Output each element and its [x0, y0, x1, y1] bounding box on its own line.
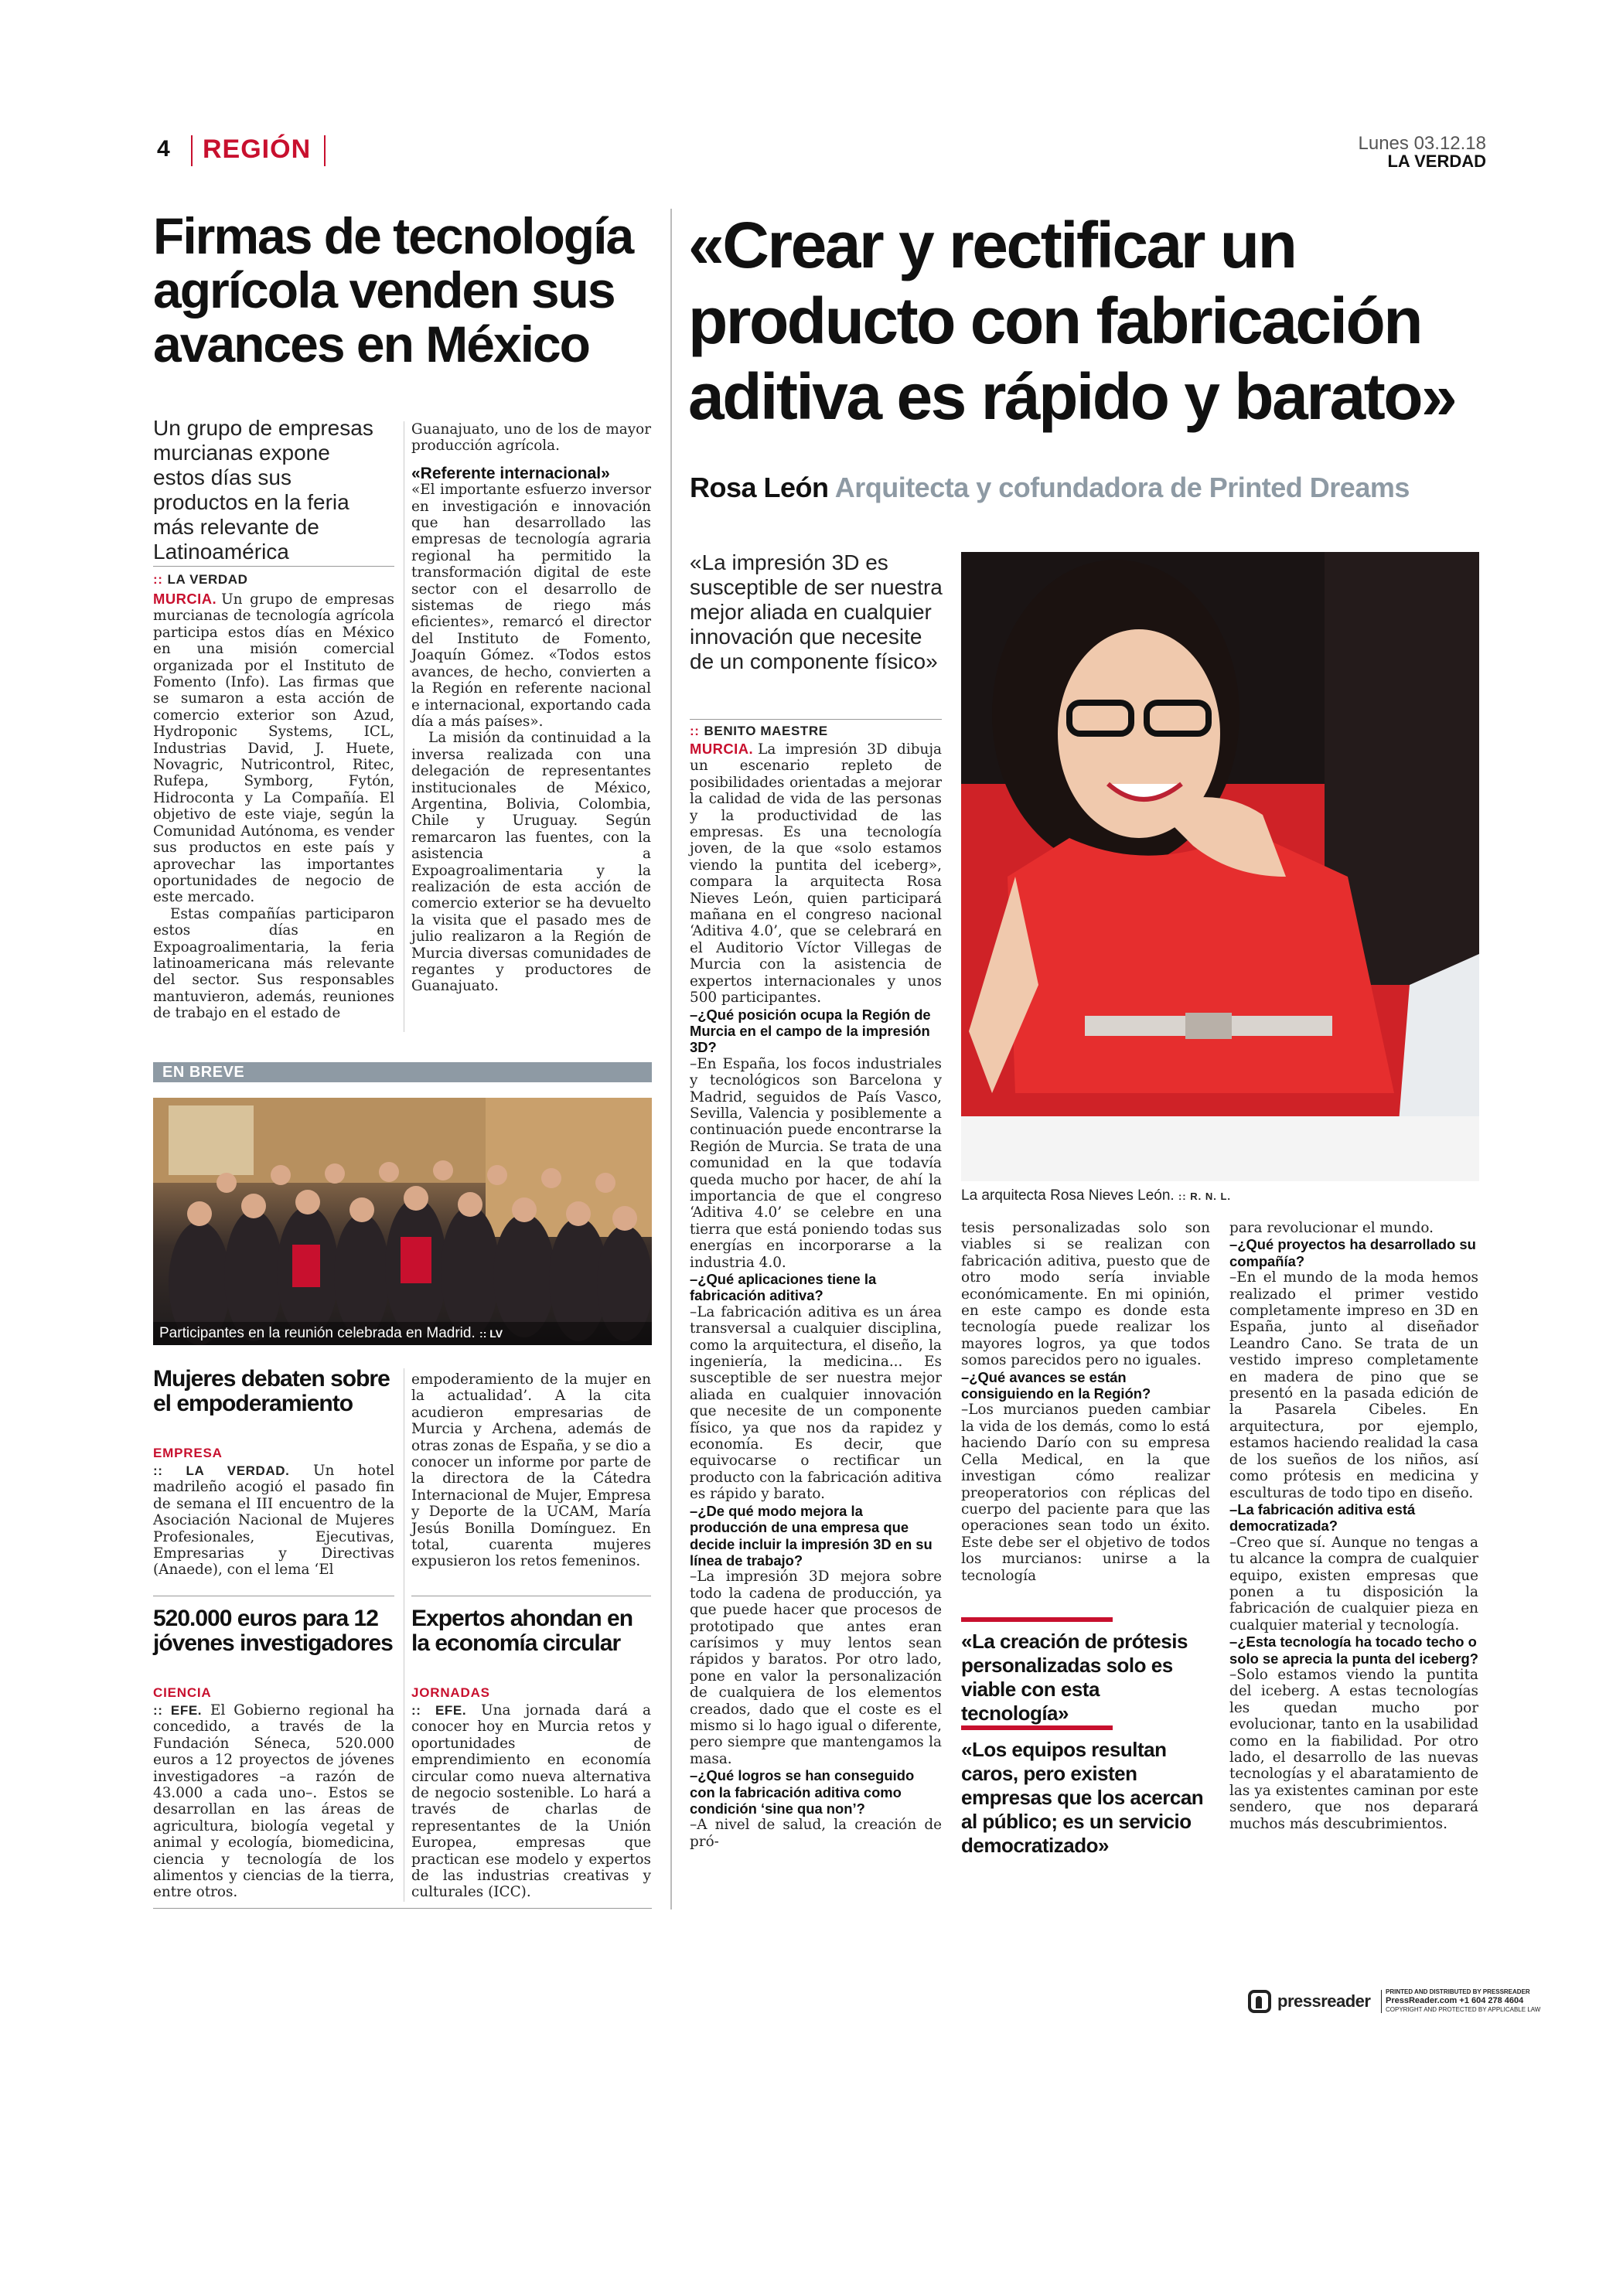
- meeting-photo: [153, 1098, 652, 1345]
- question-4: –¿Qué logros se han conseguido con la fabricación aditiva como condición ‘sine qua non’?: [690, 1767, 915, 1817]
- pullquote1-bar: [961, 1617, 1113, 1622]
- left-article-byline: :: LA VERDAD: [153, 572, 248, 587]
- interview-headline: «Crear y rectificar un producto con fabricación aditiva es rápido y barato»: [688, 209, 1456, 433]
- interview-byline: :: BENITO MAESTRE: [690, 724, 828, 738]
- pullquote-1: «La creación de prótesis personalizadas solo es viable con esta tecnología»: [961, 1630, 1188, 1725]
- issue-date: Lunes 03.12.18: [1358, 133, 1486, 154]
- question-7: –La fabricación aditiva está democratizada?: [1229, 1501, 1416, 1535]
- section-label: REGIÓN: [203, 135, 312, 164]
- left-article-lede: Un grupo de empresas murcianas expone estos días sus productos en la feria más relevante de Latinoamérica: [153, 416, 373, 564]
- interviewee-name: Rosa León: [690, 472, 829, 503]
- footer-line2: PressReader.com +1 604 278 4604: [1386, 1996, 1524, 2005]
- portrait-photo: [961, 552, 1479, 1181]
- woman-portrait-image: [961, 552, 1479, 1181]
- section-vertical-rule: [670, 209, 672, 1909]
- interview-lede: «La impresión 3D es susceptible de ser nuestra mejor aliada en cualquier innovación que necesite de un componente físico»: [690, 550, 943, 673]
- brief2-text: :: EFE. El Gobierno regional ha concedido, a través de la Fundación Séneca, 520.000 euros a 12 proyectos de jóvenes investigadores –a razón de 43.000 a cada uno–. Estos se desarrollan en las áreas de agricultura, biología vegetal y animal y ecología, biomedicina, ciencia y tecnología de los alimentos y ciencias de la tierra, entre otros.: [153, 1702, 394, 1901]
- pullquote2-bar: [961, 1725, 1113, 1730]
- question-3: –¿De qué modo mejora la producción de una empresa que decide incluir la impresión 3D en su línea de trabajo?: [690, 1502, 933, 1569]
- section-divider-right: [324, 135, 326, 166]
- brief1-kicker: EMPRESA: [153, 1446, 223, 1460]
- brief1-text: :: LA VERDAD. Un hotel madrileño acogió el pasado fin de semana el III encuentro de la Asociación Nacional de Mujeres Profesionales, Ejecutivas, Empresarias y Directivas (Anaede), con el lema ‘El: [153, 1463, 394, 1579]
- question-8: –¿Esta tecnología ha tocado techo o solo se aprecia la punta del iceberg?: [1229, 1633, 1478, 1667]
- pressreader-brand: pressreader: [1277, 1991, 1371, 2011]
- footer-line3: COPYRIGHT AND PROTECTED BY APPLICABLE LAW: [1386, 2006, 1541, 2013]
- question-2: –¿Qué aplicaciones tiene la fabricación aditiva?: [690, 1271, 877, 1304]
- interview-col2: tesis personalizadas solo son viables si se realizan con fabricación aditiva, puesto que de otro modo sería inviable económicamente. En mi opinión, en este campo es donde esta tecnología puede realizar los mayores logros, ya que todos somos parecidos pero no iguales. –¿Qué avances se están consiguiendo en la Región? –Los murcianos pueden cambiar la vida de los demás, como lo está haciendo Darío con su empresa Cella Medical, en la que investigan cómo realizar preoperatorios con réplicas del cuerpo del paciente para que las operaciones sean todo un éxito. Este debe ser el objetivo de todos los murcianos: unirse a la tecnología: [961, 1220, 1210, 1584]
- bottom-rule-left: [153, 1908, 652, 1909]
- brief3-text: :: EFE. Una jornada dará a conocer hoy en Murcia retos y oportunidades de emprendimiento en economía circular como nueva alternativa de negocio sostenible. Lo hará a través de charlas de representantes de la Unión Europea, empresas que practican ese modelo y expertos de las industrias creativas y culturales (ICC).: [411, 1702, 651, 1901]
- interview-col3: para revolucionar el mundo. –¿Qué proyectos ha desarrollado su compañía? –En el mundo de la moda hemos realizado el primer vestido completamente impreso en 3D en España, junto al diseñador Leandro Cano. Se trata de un vestido impreso completamente en madera de pino que se presentó en la pasada edición de la Pasarela Cibeles. En arquitectura, por ejemplo, estamos haciendo realidad la casa de los sueños de los niños, así como prótesis en medicina y esculturas de todo tipo en diseño. –La fabricación aditiva está democratizada? –Creo que sí. Aunque no tengas a tu alcance la compra de cualquier equipo, existen empresas que ponen a tu disposición la fabricación de cualquier pieza en cualquier material y tecnología. –¿Esta tecnología ha tocado techo o solo se aprecia la punta del iceberg? –Solo estamos viendo la puntita del iceberg. A estas tecnologías les quedan mucho por evolucionar, tanto en la usabilidad como en la fiabilidad. Por otro lado, el desarrollo de las nuevas tecnologías y el abaratamiento de las ya existentes caminan por este sendero, que nos deparará muchos más descubrimientos.: [1229, 1220, 1478, 1832]
- en-breve-banner: EN BREVE: [153, 1062, 652, 1082]
- interview-name-line: [690, 472, 1410, 504]
- left-article-col1: MURCIA. Un grupo de empresas murcianas de tecnología agrícola participa estos días en México en una misión comercial organizada por el Instituto de Fomento (Info). Las firmas que se sumaron a esta acción de comercio exterior son Azud, Hydroponic Systems, ICL, Industrias David, J. Huete, Novagric, Nutricontrol, Ritec, Rufepa, Symborg, Fytón, Hidroconta y La Compañía. El objetivo de este viaje, según la Comunidad Autónoma, es vender sus productos en este país y aprovechar las importantes oportunidades de negocio de este mercado. Estas compañías participaron estos días en Expoagroalimentaria, la feria latinoamericana más relevante del sector. Sus responsables mantuvieron, además, reuniones de trabajo en el estado de: [153, 591, 394, 1022]
- left-article-col2: Guanajuato, uno de los de mayor producción agrícola. «Referente internacional» «El importante esfuerzo inversor en investigación e innovación que han desarrollado las empresas de tecnología agraria regional ha permitido la transformación digital de este sector con el desarrollo de sistemas de riego más eficientes», remarcó el director del Instituto de Fomento, Joaquín Gómez. «Todos estos avances, de hecho, convierten a la Región en referente nacional e internacional, exportando cada día a más países». La misión da continuidad a la inversa realizada con una delegación de representantes institucionales de México, Argentina, Bolivia, Colombia, Chile y Uruguay. Según remarcaron las fuentes, con la asistencia a Expoagroalimentaria y la realización de esta acción de comercio exterior se ha devuelto la visita que el pasado mes de julio realizaron a la Región de Murcia diversas comunidades de regantes y productores de Guanajuato.: [411, 421, 651, 995]
- left-article-headline: Firmas de tecnología agrícola venden sus avances en México: [153, 207, 633, 373]
- pressreader-footer: [1248, 1988, 1557, 2015]
- footer-divider: [1381, 1990, 1382, 2013]
- brief1-text-cont: empoderamiento de la mujer en la actualidad’. A la cita acudieron empresarias de Murcia y Archena, además de otras zonas de España, y se dio a conocer un informe por parte de la directora de la Cátedra Internacional de Mujer, Empresa y Deporte de la UCAM, María Jesús Bonilla Domínguez. En total, cuarenta mujeres expusieron los retos femeninos.: [411, 1371, 651, 1570]
- group-people-image: [153, 1098, 652, 1345]
- brief2-kicker: CIENCIA: [153, 1685, 212, 1700]
- interview-byline-rule: [690, 719, 942, 720]
- portrait-caption: La arquitecta Rosa Nieves León. :: R. N. L.: [961, 1187, 1231, 1204]
- pullquote-2: «Los equipos resultan caros, pero existen empresas que los acercan al público; es un servicio democratizado»: [961, 1738, 1204, 1857]
- brief1-headline: Mujeres debaten sobre el empoderamiento: [153, 1366, 390, 1416]
- brief2-headline: 520.000 euros para 12 jóvenes investigadores: [153, 1606, 393, 1656]
- byline-rule: [153, 566, 394, 567]
- pressreader-logo-icon: [1248, 1990, 1271, 2013]
- left-article-subhead: «Referente internacional»: [411, 464, 610, 482]
- brief3-headline: Expertos ahondan en la economía circular: [411, 1606, 633, 1656]
- question-1: –¿Qué posición ocupa la Región de Murcia en el campo de la impresión 3D?: [690, 1006, 931, 1056]
- brief3-kicker: JORNADAS: [411, 1685, 490, 1700]
- page-number: 4: [157, 136, 170, 162]
- interview-col1: MURCIA. La impresión 3D dibuja un escenario repleto de posibilidades orientadas a mejorar la calidad de vida de las personas y la productividad de las empresas. Es una tecnología joven, de la que «solo estamos viendo la puntita del iceberg», compara la arquitecta Rosa Nieves León, quien participará mañana en el congreso nacional ‘Aditiva 4.0’, que se celebrará en el Auditorio Víctor Villegas de Murcia con la asistencia de expertos internacionales y unos 500 participantes. –¿Qué posición ocupa la Región de Murcia en el campo de la impresión 3D? –En España, los focos industriales y tecnológicos son Barcelona y Madrid, seguidos de País Vasco, Sevilla, Valencia y posiblemente a continuación puede encontrarse la Región de Murcia. Se trata de una comunidad en la que todavía queda mucho por hacer, de ahí la importancia de que el congreso ‘Aditiva 4.0’ se celebre en una tierra que está poniendo todas sus energías en incorporarse a la industria 4.0. –¿Qué aplicaciones tiene la fabricación aditiva? –La fabricación aditiva es un área transversal a cualquier disciplina, como la arquitectura, el diseño, la ingeniería, la medicina... Es susceptible de ser nuestra mejor aliada en cualquier innovación que necesite de un componente físico, ya que nos da rapidez y economía. Es decir, que equivocarse o rectificar un producto con la fabricación aditiva es rápido y barato. –¿De qué modo mejora la producción de una empresa que decide incluir la impresión 3D en su línea de trabajo? –La impresión 3D mejora sobre todo la cadena de producción, ya que puede hacer que procesos de prototipado que antes eran carísimos y muy lentos sean rápidos y baratos. Por otro lado, pone en valor la personalización de cualquiera de los elementos creados, dado que el coste es el mismo si lo hago igual o diferente, pero siempre que mantengamos la masa. –¿Qué logros se han conseguido con la fabricación aditiva como condición ‘sine qua non’? –A nivel de salud, la creación de pró-: [690, 741, 942, 1850]
- footer-line1: PRINTED AND DISTRIBUTED BY PRESSREADER: [1386, 1988, 1530, 1995]
- section-divider: [191, 135, 193, 166]
- newspaper-name: LA VERDAD: [1387, 152, 1486, 171]
- meeting-photo-caption: Participantes en la reunión celebrada en Madrid. :: LV: [153, 1322, 652, 1345]
- question-5: –¿Qué avances se están consiguiendo en la Región?: [961, 1368, 1151, 1402]
- interviewee-role: Arquitecta y cofundadora de Printed Dreams: [834, 472, 1410, 503]
- question-6: –¿Qué proyectos ha desarrollado su compañía?: [1229, 1236, 1476, 1269]
